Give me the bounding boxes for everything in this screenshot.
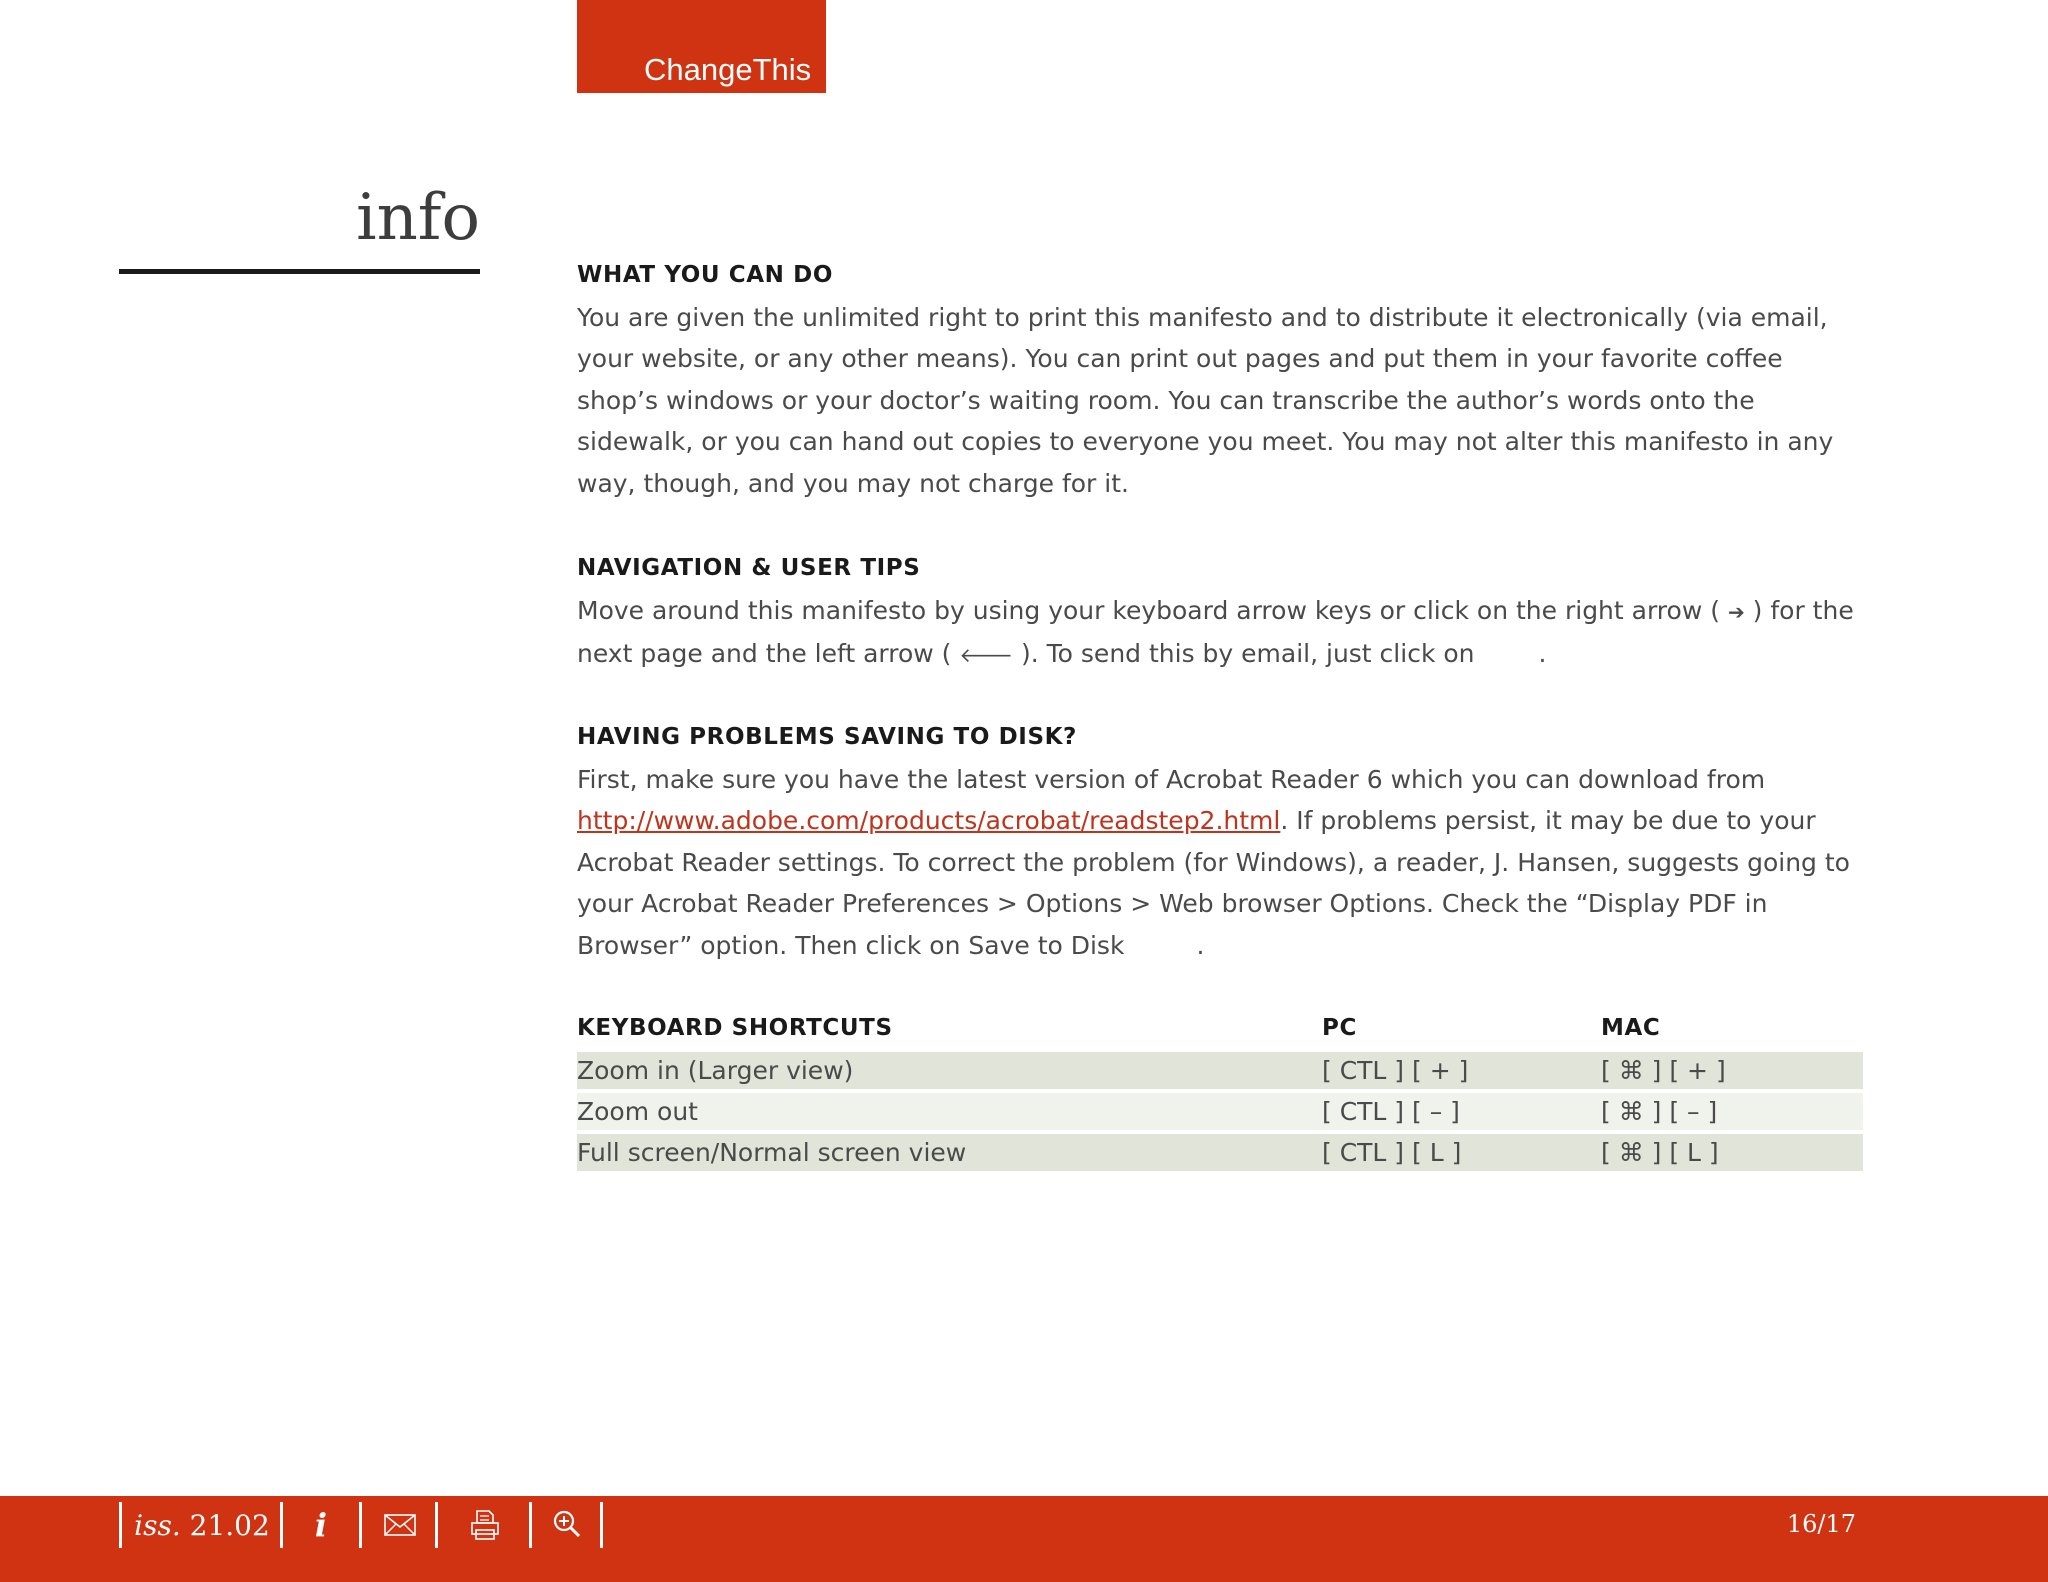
section-heading: HAVING PROBLEMS SAVING TO DISK? [577,724,1077,750]
section-heading: WHAT YOU CAN DO [577,262,833,288]
section-body [577,759,1863,966]
body-text: . [1538,639,1547,669]
zoom-in-icon[interactable] [536,1502,598,1548]
toolbar-divider [529,1502,532,1548]
shortcut-action: Zoom in (Larger view) [577,1056,854,1085]
toolbar-divider [119,1502,122,1548]
section-body: You are given the unlimited right to print this manifesto and to distribute it electronically (via email, your website, or any other means). You can print out pages and put them in your favorite coffee shop’s windows or your doctor’s waiting room. You can transcribe the author’s words onto the sidewalk, or you can hand out copies to everyone you meet. You may not alter this manifesto in any way, though, and you may not charge for it. [577,303,1834,498]
toolbar-divider [600,1502,603,1548]
right-arrow-icon: ➔ [1727,600,1745,624]
section-navigation-tips [577,555,1863,677]
shortcut-action: Full screen/Normal screen view [577,1138,967,1167]
page-number: 16/17 [1786,1510,1856,1538]
issue-label [126,1502,278,1548]
issue-prefix: iss. [134,1508,181,1542]
section-heading: NAVIGATION & USER TIPS [577,555,921,581]
shortcuts-heading: KEYBOARD SHORTCUTS [577,1015,893,1041]
body-text: ) for the next page and the left arrow ( [577,596,1854,669]
shortcuts-header [577,1015,1863,1045]
mac-column-heading: MAC [1601,1015,1661,1041]
info-icon[interactable]: i [314,1506,328,1544]
body-text: ). To send this by email, just click on [1021,639,1475,669]
section-body [577,590,1863,677]
title-underline [119,269,480,274]
shortcut-mac: [ ⌘ ] [ – ] [1601,1097,1718,1126]
body-text: First, make sure you have the latest version of Acrobat Reader 6 which you can download from [577,765,1766,794]
section-saving-problems [577,724,1863,966]
toolbar-divider [359,1502,362,1548]
body-text: . [1196,930,1205,960]
adobe-download-link[interactable]: http://www.adobe.com/products/acrobat/readstep2.html [577,806,1281,836]
table-row [577,1093,1863,1130]
shortcut-action: Zoom out [577,1097,698,1126]
shortcut-pc: [ CTL ] [ + ] [1322,1056,1469,1085]
section-what-you-can-do [577,262,1863,504]
shortcut-mac: [ ⌘ ] [ L ] [1601,1138,1719,1167]
shortcut-pc: [ CTL ] [ L ] [1322,1138,1462,1167]
body-text: . If problems persist, it may be due to your Acrobat Reader settings. To correct the problem (for Windows), a reader, J. Hansen, suggests going to your Acrobat Reader Preferences > Options > Web browser Options. Check the “Display PDF in Browser” option. Then click on Save to Disk [577,806,1850,960]
pc-column-heading: PC [1322,1015,1357,1041]
table-row [577,1134,1863,1171]
shortcut-pc: [ CTL ] [ – ] [1322,1097,1460,1126]
issue-number: 21.02 [189,1508,270,1542]
toolbar-divider [435,1502,438,1548]
body-text: Move around this manifesto by using your keyboard arrow keys or click on the right arrow ( [577,596,1720,625]
print-icon[interactable] [442,1502,528,1548]
page-title: info [356,181,480,255]
shortcut-mac: [ ⌘ ] [ + ] [1601,1056,1726,1085]
keyboard-shortcuts [577,1015,1863,1167]
brand-name: ChangeThis [644,52,812,87]
brand-tab[interactable] [577,0,826,93]
table-row [577,1052,1863,1089]
email-icon[interactable] [366,1502,434,1548]
toolbar-divider [280,1502,283,1548]
left-arrow-icon: 🡐 [959,643,1014,668]
